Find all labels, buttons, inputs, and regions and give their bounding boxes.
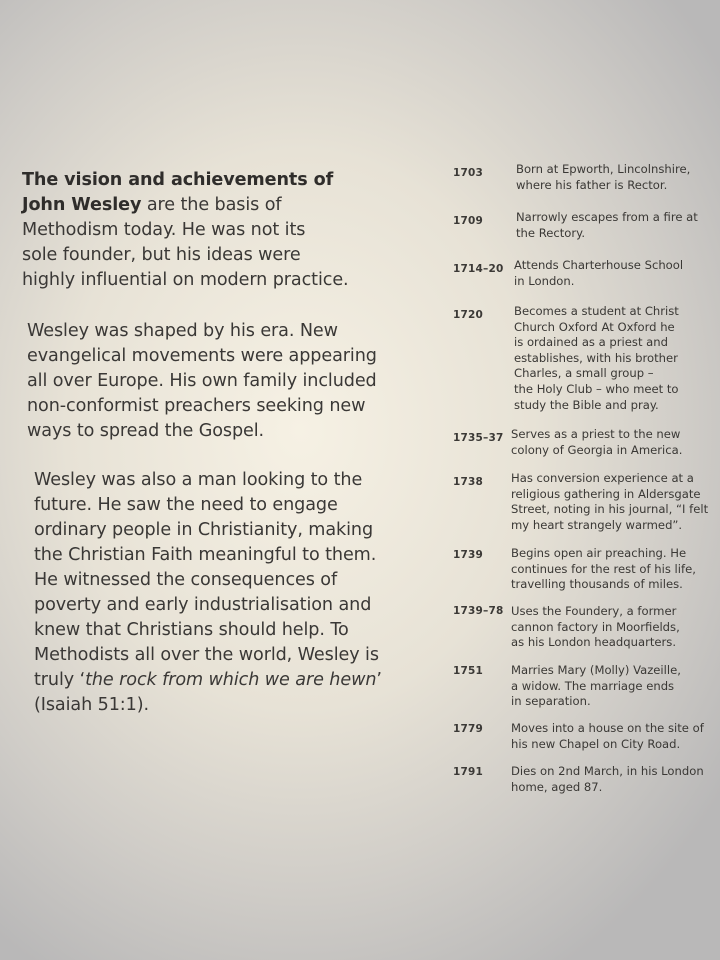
timeline-description-line: in London. <box>514 273 575 288</box>
timeline-year: 1714–20 <box>453 263 504 275</box>
timeline-description <box>511 721 711 752</box>
timeline-description-line: my heart strangely warmed”. <box>511 517 683 532</box>
timeline-year: 1735–37 <box>453 432 504 444</box>
intro-heading-line: The vision and achievements of <box>22 170 334 190</box>
p2-line: non-conformist preachers seeking new <box>27 396 366 416</box>
timeline-description-line: study the Bible and pray. <box>514 397 659 412</box>
timeline-description-line: the Holy Club – who meet to <box>514 381 679 396</box>
p3-line: He witnessed the consequences of <box>34 570 338 590</box>
timeline-description-line: Has conversion experience at a <box>511 471 694 485</box>
timeline-description-line: cannon factory in Moorfields, <box>511 619 680 634</box>
timeline-year: 1709 <box>453 215 484 227</box>
timeline-description <box>511 471 711 533</box>
timeline-description-line: is ordained as a priest and <box>514 335 668 350</box>
p3-line: future. He saw the need to engage <box>34 495 338 515</box>
timeline-description-line: Attends Charterhouse School <box>514 258 684 272</box>
p2-line: ways to spread the Gospel. <box>27 421 265 441</box>
intro-line-2: are the basis of <box>141 195 282 215</box>
p2-line: all over Europe. His own family included <box>27 371 377 391</box>
timeline-description <box>511 663 711 710</box>
p3-line-suffix: ’ <box>376 670 382 690</box>
timeline-description-line: establishes, with his brother <box>514 350 678 365</box>
timeline-description-line: religious gathering in Aldersgate <box>511 486 701 501</box>
timeline-description-line: where his father is Rector. <box>516 177 668 192</box>
timeline-year: 1720 <box>453 309 484 321</box>
timeline-description-line: Uses the Foundery, a former <box>511 604 677 618</box>
timeline-description <box>514 258 714 289</box>
timeline-description-line: Marries Mary (Molly) Vazeille, <box>511 663 681 677</box>
timeline-description-line: the Rectory. <box>516 225 586 240</box>
john-wesley-name: John Wesley <box>22 195 142 215</box>
timeline-description-line: Born at Epworth, Lincolnshire, <box>516 162 691 176</box>
timeline-description-line: Moves into a house on the site of <box>511 721 704 735</box>
timeline-description-line: home, aged 87. <box>511 779 603 794</box>
timeline-description-line: a widow. The marriage ends <box>511 678 675 693</box>
scripture-reference: (Isaiah 51:1). <box>34 695 149 715</box>
p3-line-prefix: truly ‘ <box>34 670 86 690</box>
timeline-description <box>511 604 711 651</box>
timeline-description-line: colony of Georgia in America. <box>511 442 683 457</box>
timeline-description-line: Charles, a small group – <box>514 366 654 381</box>
timeline-description-line: Dies on 2nd March, in his London <box>511 764 704 778</box>
timeline-description <box>516 162 716 193</box>
timeline-year: 1738 <box>453 476 484 488</box>
timeline-description-line: Becomes a student at Christ <box>514 304 679 318</box>
timeline-year: 1779 <box>453 723 484 735</box>
intro-line-3: Methodism today. He was not its <box>22 220 306 240</box>
p3-line: poverty and early industrialisation and <box>34 595 372 615</box>
timeline-year: 1791 <box>453 766 484 778</box>
timeline-description <box>516 210 716 241</box>
timeline-description-line: Narrowly escapes from a fire at <box>516 210 698 224</box>
timeline-year: 1739 <box>453 549 484 561</box>
p3-line: the Christian Faith meaningful to them. <box>34 545 377 565</box>
timeline-description <box>511 427 711 458</box>
scripture-quote: the rock from which we are hewn <box>85 670 377 690</box>
timeline-description <box>511 546 711 593</box>
timeline-description-line: travelling thousands of miles. <box>511 577 683 592</box>
timeline-description-line: Serves as a priest to the new <box>511 427 681 441</box>
p3-line: Methodists all over the world, Wesley is <box>34 645 379 665</box>
timeline-description-line: his new Chapel on City Road. <box>511 736 681 751</box>
timeline-year: 1703 <box>453 167 484 179</box>
intro-line-4: sole founder, but his ideas were <box>22 245 301 265</box>
timeline-description-line: continues for the rest of his life, <box>511 561 696 576</box>
timeline-description <box>511 764 711 795</box>
timeline-description <box>514 304 714 413</box>
p3-line: Wesley was also a man looking to the <box>34 470 363 490</box>
timeline-description-line: in separation. <box>511 694 591 709</box>
timeline-description-line: Church Oxford At Oxford he <box>514 319 675 334</box>
p3-line: ordinary people in Christianity, making <box>34 520 374 540</box>
timeline-year: 1751 <box>453 665 484 677</box>
p2-line: Wesley was shaped by his era. New <box>27 321 338 341</box>
p2-line: evangelical movements were appearing <box>27 346 377 366</box>
timeline-description-line: Street, noting in his journal, “I felt <box>511 502 709 517</box>
timeline-year: 1739–78 <box>453 605 504 617</box>
timeline-description-line: Begins open air preaching. He <box>511 546 687 560</box>
p3-line: knew that Christians should help. To <box>34 620 349 640</box>
timeline-description-line: as his London headquarters. <box>511 635 677 650</box>
intro-line-5: highly influential on modern practice. <box>22 270 349 290</box>
